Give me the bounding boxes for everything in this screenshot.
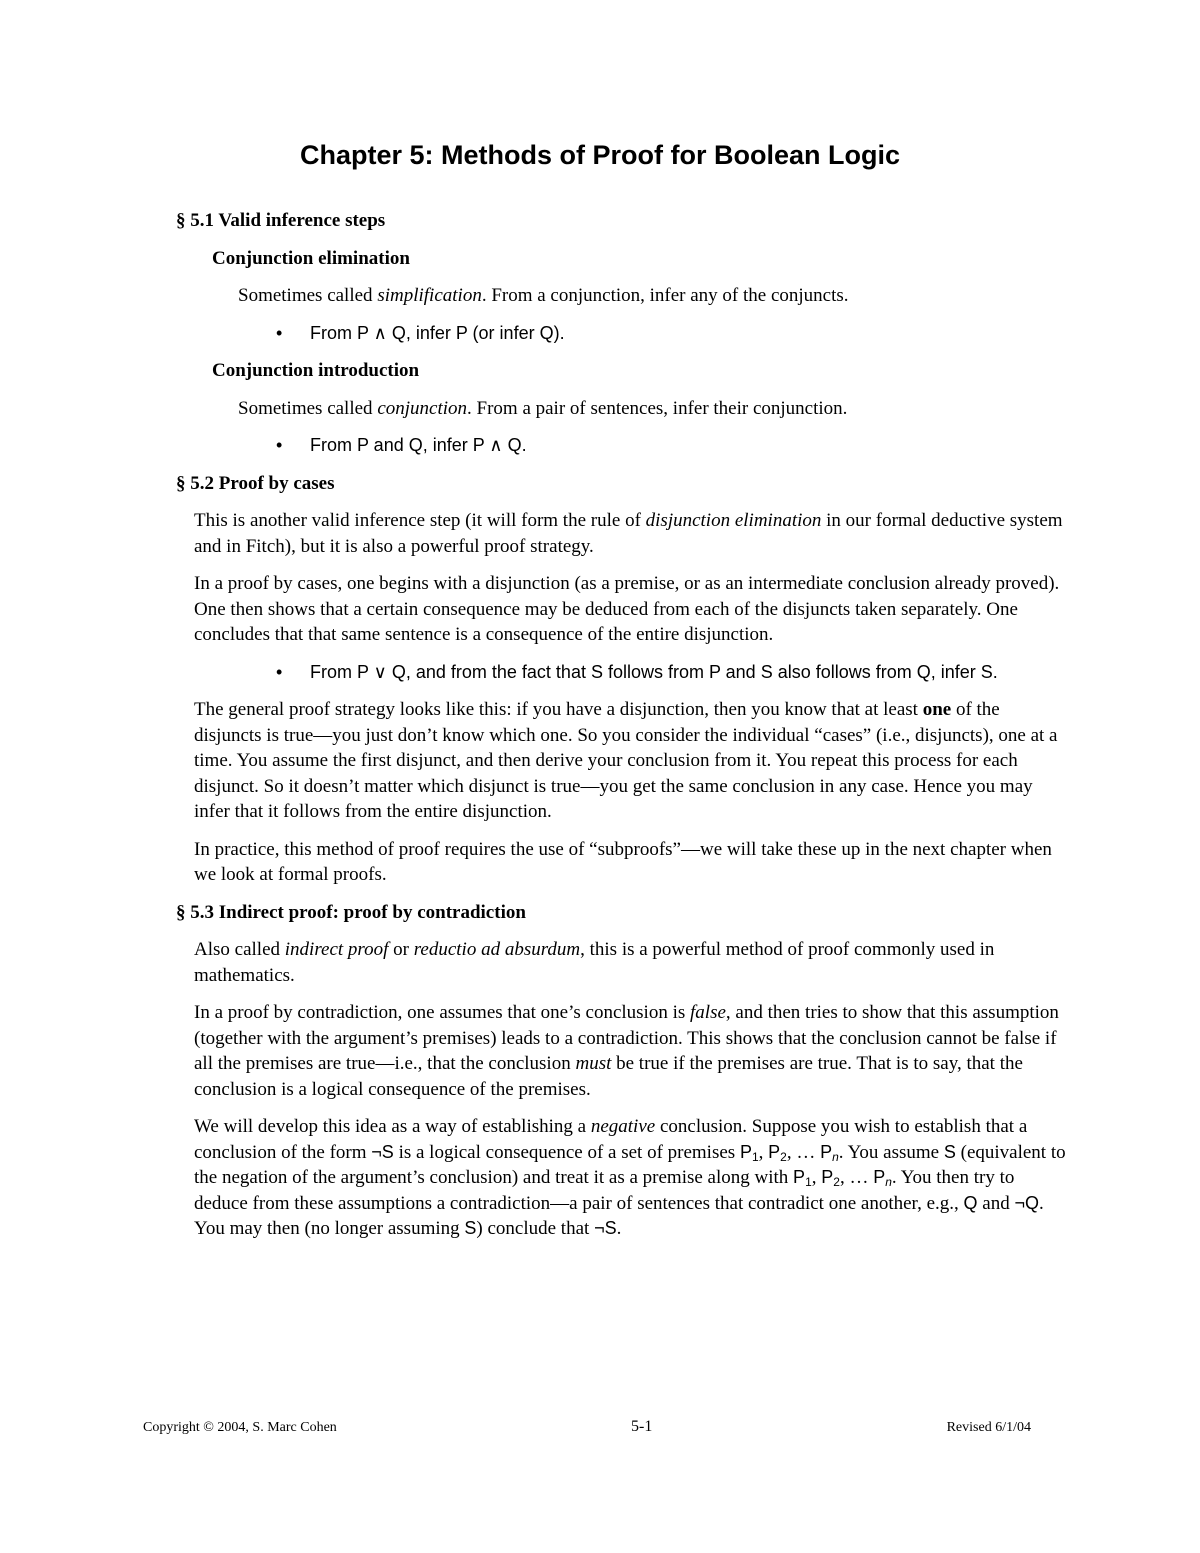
- formula-p1-second: $P_1$: [793, 1167, 812, 1189]
- section-heading-5-1: § 5.1 Valid inference steps: [176, 210, 386, 231]
- formula-pn: $P_n$: [820, 1141, 839, 1164]
- term-reductio-ad-absurdum: reductio ad absurdum: [413, 939, 581, 960]
- bullet-conjunction-introduction: • From P and Q, infer P ∧ Q.: [310, 433, 1066, 459]
- paragraph-subproofs: In practice, this method of proof requires the use of “subproofs”—we will take these up in the next chapter when we look at formal proofs.: [194, 838, 1052, 885]
- subheading-conjunction-introduction: Conjunction introduction: [212, 360, 420, 381]
- section-heading-5-2: § 5.2 Proof by cases: [176, 472, 335, 494]
- page-footer: [143, 1418, 1031, 1436]
- term-must: must: [575, 1053, 612, 1074]
- paragraph-proof-by-cases-intro: This is another valid inference step (it will form the rule of disjunction elimination in our formal deductive system and in Fitch), but it is also a powerful proof strategy.: [194, 510, 1063, 557]
- formula-p2-second: $P_2$: [821, 1167, 840, 1189]
- paragraph-conjunction-introduction: Sometimes called conjunction. From a pair of sentences, infer their conjunction.: [238, 397, 848, 419]
- paragraph-conjunction-elimination: Sometimes called simplification. From a conjunction, infer any of the conjuncts.: [238, 285, 849, 306]
- footer-page-number: 5-1: [631, 1418, 653, 1435]
- emphasis-one: one: [922, 699, 952, 720]
- bullet-proof-by-cases: • From P ∨ Q, and from the fact that S follows from P and S also follows from Q, infer S.: [310, 660, 1040, 686]
- term-indirect-proof: indirect proof: [284, 939, 389, 960]
- footer-copyright: Copyright © 2004, S. Marc Cohen: [143, 1420, 337, 1435]
- paragraph-proof-by-cases-description: In a proof by cases, one begins with a disjunction (as a premise, or as an intermediate conclusion already proved). One then shows that a certain consequence may be deduced from each of the disjuncts taken separately. One concludes that that same sentence is a consequence of the entire disjunction.: [194, 573, 1060, 645]
- section-heading-5-3: § 5.3 Indirect proof: proof by contradiction: [176, 901, 526, 923]
- term-conjunction: conjunction: [377, 397, 468, 419]
- formula-q: Q: [963, 1192, 978, 1213]
- formula-p2: $P_2$: [768, 1141, 787, 1164]
- document-body: [176, 208, 1066, 1254]
- term-negative: negative: [590, 1116, 656, 1137]
- paragraph-proof-by-contradiction: In a proof by contradiction, one assumes that one’s conclusion is false, and then tries to show that this assumption (together with the argument’s premises) leads to a contradiction. This shows that the conclusion cannot be false if all the premises are true—i.e., that the conclusion must be true if the premises are true. That is to say, that the conclusion is a logical consequence of the premises.: [194, 1002, 1059, 1100]
- term-disjunction-elimination: disjunction elimination: [645, 510, 822, 531]
- subheading-conjunction-elimination: Conjunction elimination: [212, 247, 410, 269]
- formula-not-s: ¬S: [371, 1141, 394, 1162]
- formula-p1: $P_1$: [739, 1141, 759, 1164]
- formula-s: S: [943, 1141, 956, 1162]
- footer-revised-date: Revised 6/1/04: [946, 1420, 1031, 1435]
- term-false: false: [690, 1002, 726, 1023]
- formula-pn-second: $P_n$: [873, 1167, 892, 1189]
- bullet-conjunction-elimination: • From P ∧ Q, infer P (or infer Q).: [310, 321, 1066, 347]
- term-simplification: simplification: [377, 285, 482, 306]
- page-title: Chapter 5: Methods of Proof for Boolean Logic: [300, 140, 900, 170]
- paragraph-indirect-proof-intro: Also called indirect proof or reductio ad absurdum, this is a powerful method of proof commonly used in mathematics.: [194, 939, 995, 986]
- formula-not-s-second: ¬S: [594, 1218, 617, 1238]
- paragraph-negative-conclusion: We will develop this idea as a way of establishing a negative conclusion. Suppose you wish to establish that a conclusion of the form ¬S is a logical consequence of a set of premises $P_1$, $P_2$, … $P_n$. You assume S (equivalent to the negation of the argument’s conclusion) and treat it as a premise along with $P_1$, $P_2$, … $P_n$. You then try to deduce from these assumptions a contradiction—a pair of sentences that contradict one another, e.g., Q and ¬Q. You may then (no longer assuming S) conclude that ¬S.: [194, 1116, 1066, 1239]
- formula-s-second: S: [464, 1218, 477, 1238]
- paragraph-proof-strategy: The general proof strategy looks like this: if you have a disjunction, then you know that at least one of the disjuncts is true—you just don’t know which one. So you consider the individual “cases” (i.e., disjuncts), one at a time. You assume the first disjunct, and then derive your conclusion from it. You repeat this process for each disjunct. So it doesn’t matter which disjunct is true—you get the same conclusion in any case. Hence you may infer that it follows from the entire disjunction.: [194, 699, 1058, 822]
- formula-not-q: ¬Q: [1014, 1192, 1039, 1213]
